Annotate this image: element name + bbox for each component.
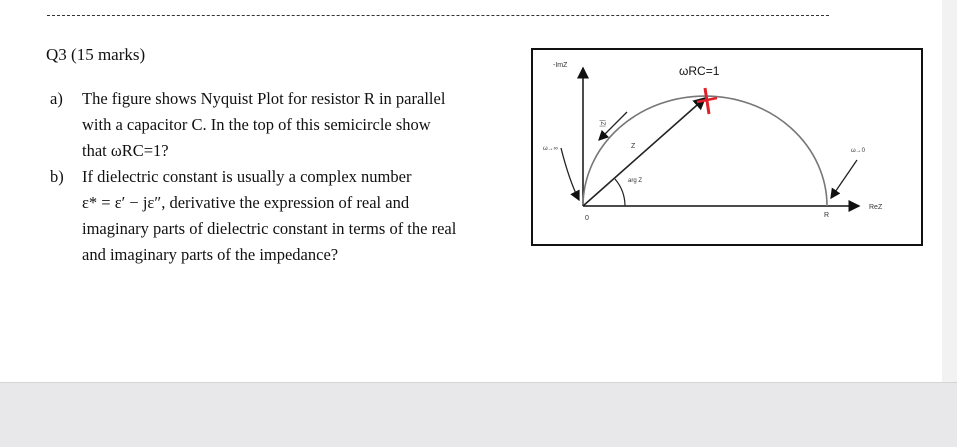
page-right-margin [942, 0, 957, 382]
nyquist-figure [531, 48, 923, 246]
arg-label: arg Z [628, 178, 643, 184]
part-b-line-4: and imaginary parts of the impedance? [82, 245, 339, 264]
omega-infinity-arrow [561, 148, 579, 200]
omega-zero-arrow [831, 160, 857, 198]
part-b-label: b) [50, 167, 64, 186]
part-a-line-1: The figure shows Nyquist Plot for resistor R in parallel [82, 89, 446, 108]
origin-label: 0 [585, 215, 589, 222]
omega-rc-label: ωRC=1 [679, 64, 720, 78]
part-b-text [82, 164, 456, 268]
part-b-line-3: imaginary parts of dielectric constant in terms of the real [82, 219, 457, 238]
y-axis-label: -ImZ [553, 62, 568, 69]
question-title: Q3 (15 marks) [46, 45, 146, 64]
nyquist-diagram [533, 50, 921, 244]
semicircle-arc [583, 96, 827, 206]
part-a-text [82, 86, 445, 164]
part-a-line-2: with a capacitor C. In the top of this semicircle show [82, 115, 431, 134]
page-bottom-margin [0, 382, 957, 447]
r-label: R [824, 212, 830, 219]
omega-zero-label: ω→0 [851, 148, 866, 154]
dashed-separator [47, 15, 829, 16]
omega-infinity-label: ω→∞ [543, 146, 558, 152]
z-vector [583, 98, 705, 206]
arg-arc [615, 179, 625, 206]
z-vector-label: Z [631, 143, 636, 150]
x-axis-label: ReZ [869, 204, 883, 211]
part-b-line-2: ε* = ε′ − jε″, derivative the expression of real and [82, 193, 410, 212]
part-b-line-1: If dielectric constant is usually a complex number [82, 167, 412, 186]
rounded-label: |Z| [599, 120, 605, 127]
part-a-label: a) [50, 89, 63, 108]
part-a-line-3: that ωRC=1? [82, 141, 169, 160]
